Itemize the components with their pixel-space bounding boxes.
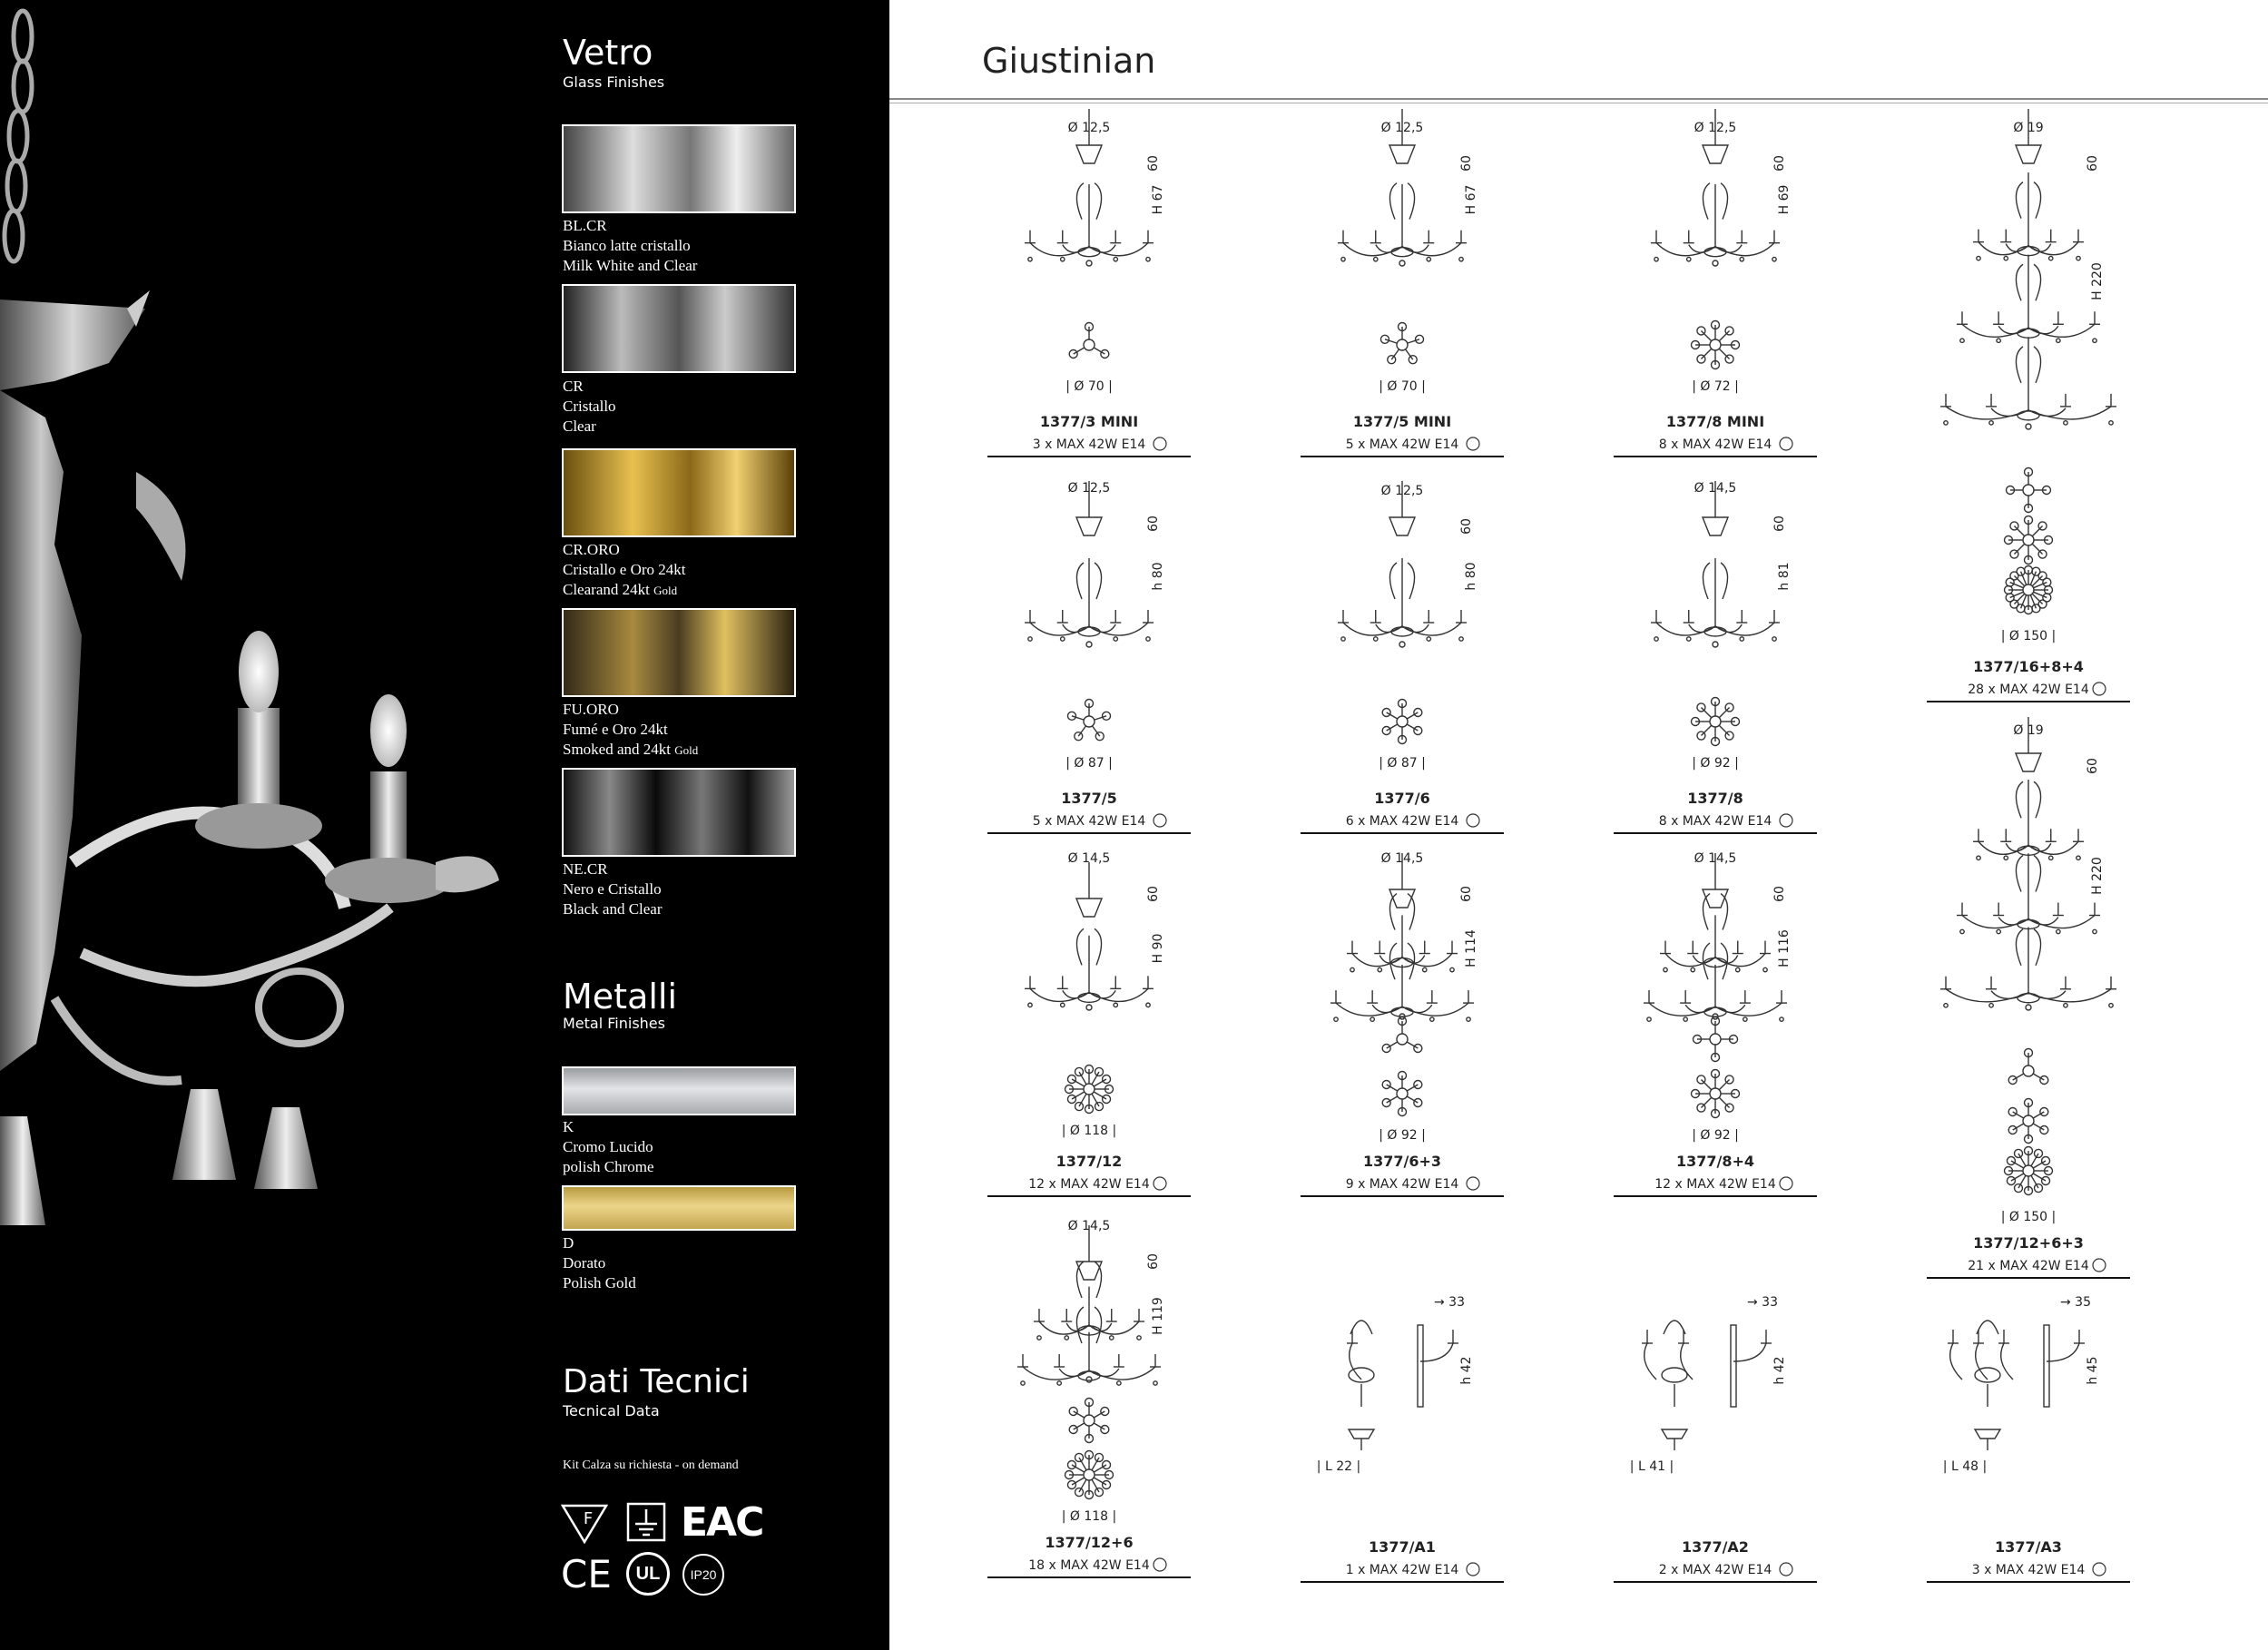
bulb-icon [1467, 1563, 1479, 1576]
chain-length-dimension: 60 [1146, 886, 1161, 902]
finish-code: D [563, 1234, 574, 1252]
width-dimension: | L 22 | [1316, 1459, 1361, 1474]
diameter-dimension: | Ø 70 | [1379, 379, 1426, 394]
product-spec: 2 x MAX 42W E14 [1658, 1563, 1772, 1577]
product-item [987, 109, 1191, 457]
product-item [1614, 1295, 1817, 1582]
finish-code: NE.CR [563, 860, 608, 878]
plan-view-icon [1069, 1399, 1109, 1443]
product-code: 1377/A1 [1369, 1538, 1436, 1556]
glass-finish-cr-oro [563, 540, 686, 601]
height-dimension: h 80 [1464, 562, 1478, 591]
chandelier-elevation-icon [1338, 481, 1467, 647]
finish-code: CR [563, 378, 584, 395]
canopy-diameter: Ø 12,5 [1067, 121, 1111, 135]
finishes-panel [0, 0, 889, 1650]
canopy-diameter: Ø 19 [2013, 121, 2044, 135]
product-code: 1377/5 [1061, 790, 1117, 807]
chain-length-dimension: 60 [1146, 1253, 1161, 1270]
plan-view-icon [1380, 323, 1423, 364]
finish-code: CR.ORO [563, 541, 620, 558]
chain-length-dimension: 60 [1146, 516, 1161, 532]
product-spec: 12 x MAX 42W E14 [1654, 1177, 1776, 1192]
plan-view-icon [2008, 1049, 2048, 1085]
f-mark-letter: F [583, 1509, 594, 1528]
canopy-diameter: Ø 14,5 [1694, 481, 1737, 496]
bulb-icon [1467, 814, 1479, 827]
tech-section-title: Dati Tecnici [563, 1363, 750, 1400]
canopy-diameter: Ø 14,5 [1694, 851, 1737, 866]
finish-en: polish Chrome [563, 1158, 654, 1175]
height-dimension: H 69 [1777, 184, 1792, 215]
product-spec: 21 x MAX 42W E14 [1968, 1259, 2089, 1273]
wall-lamp-elevation-icon [1948, 1321, 2085, 1450]
eac-mark-icon: EAC [681, 1499, 763, 1546]
chain-length-dimension: 60 [1459, 886, 1474, 902]
finish-en [563, 580, 686, 601]
height-dimension: H 90 [1151, 933, 1165, 964]
wall-lamp-elevation-icon [1642, 1321, 1772, 1450]
glass-swatch-bl-cr [562, 124, 796, 213]
diameter-dimension: | Ø 118 | [1061, 1509, 1117, 1524]
plan-view-icon [1692, 1070, 1740, 1118]
metal-swatch-chrome [562, 1066, 796, 1115]
product-item [987, 851, 1191, 1196]
finish-en: Milk White and Clear [563, 257, 698, 274]
finish-it: Fumé e Oro 24kt [563, 721, 668, 738]
product-item [1927, 109, 2130, 702]
plan-view-icon [2008, 1099, 2048, 1144]
diameter-dimension: | Ø 92 | [1692, 756, 1739, 771]
finish-it: Nero e Cristallo [563, 880, 662, 898]
bulb-icon [1467, 437, 1479, 450]
chain-length-dimension: 60 [1772, 516, 1787, 532]
product-spec: 12 x MAX 42W E14 [1028, 1177, 1150, 1192]
canopy-diameter: Ø 14,5 [1380, 851, 1424, 866]
product-item [987, 481, 1191, 833]
product-spec: 18 x MAX 42W E14 [1028, 1558, 1150, 1573]
height-dimension: H 67 [1151, 184, 1165, 215]
product-spec: 28 x MAX 42W E14 [1968, 683, 2089, 697]
height-dimension: h 81 [1777, 562, 1792, 591]
bulb-icon [1780, 1177, 1792, 1190]
product-code: 1377/8+4 [1675, 1153, 1755, 1170]
ip20-mark-icon: IP20 [682, 1554, 724, 1596]
height-dimension: H 220 [2090, 262, 2105, 300]
finish-code: BL.CR [563, 217, 607, 234]
chandelier-elevation-icon [1644, 853, 1787, 1021]
finish-it: Cristallo e Oro 24kt [563, 561, 686, 578]
height-dimension: H 116 [1777, 929, 1792, 967]
canopy-diameter: Ø 19 [2013, 723, 2044, 738]
bulb-icon [1467, 1177, 1479, 1190]
chandelier-photo [0, 0, 508, 1650]
product-item [1301, 481, 1504, 833]
canopy-diameter: Ø 14,5 [1067, 851, 1111, 866]
chandelier-elevation-icon [1025, 481, 1154, 647]
height-dimension: h 80 [1151, 562, 1165, 591]
chandelier-elevation-icon [1025, 109, 1154, 266]
chain-length-dimension: 60 [1459, 155, 1474, 172]
bulb-icon [2093, 683, 2106, 695]
f-mark-icon [561, 1502, 608, 1544]
glass-section-subtitle: Glass Finishes [563, 74, 665, 91]
diameter-dimension: | Ø 87 | [1065, 756, 1113, 771]
plan-view-icon [1382, 1072, 1422, 1116]
product-item [1614, 481, 1817, 833]
product-code: 1377/6 [1374, 790, 1430, 807]
product-code: 1377/5 MINI [1352, 413, 1452, 430]
depth-dimension: → 33 [1747, 1295, 1778, 1310]
diameter-dimension: | Ø 70 | [1065, 379, 1113, 394]
product-spec: 5 x MAX 42W E14 [1345, 437, 1459, 452]
chain-length-dimension: 60 [2086, 758, 2100, 774]
diameter-dimension: | Ø 92 | [1379, 1128, 1426, 1143]
height-dimension: h 45 [2086, 1356, 2100, 1385]
class-ii-ground-icon [626, 1502, 666, 1542]
tech-section-subtitle: Tecnical Data [563, 1402, 660, 1419]
ce-mark-icon: CE [561, 1552, 612, 1596]
chandelier-elevation-icon [1651, 109, 1780, 266]
plan-view-icon [1692, 321, 1740, 369]
product-spec: 1 x MAX 42W E14 [1345, 1563, 1459, 1577]
diameter-dimension: | Ø 118 | [1061, 1124, 1117, 1138]
canopy-diameter: Ø 14,5 [1067, 1219, 1111, 1233]
plan-view-icon [1067, 700, 1110, 741]
metal-finish-k [563, 1117, 654, 1177]
finish-code: K [563, 1118, 574, 1135]
chandelier-elevation-icon [1330, 853, 1474, 1021]
product-code: 1377/8 [1687, 790, 1743, 807]
diameter-dimension: | Ø 150 | [2000, 629, 2057, 643]
finish-it: Cristallo [563, 398, 616, 415]
product-spec: 5 x MAX 42W E14 [1032, 814, 1146, 829]
plan-view-icon [1692, 698, 1740, 746]
plan-view-icon [2005, 1147, 2053, 1195]
height-dimension: H 67 [1464, 184, 1478, 215]
height-dimension: h 42 [1459, 1356, 1474, 1385]
plan-view-icon [2005, 566, 2053, 614]
finish-en: Clear [563, 417, 596, 435]
plan-view-icon [2005, 516, 2053, 565]
chain-length-dimension: 60 [1772, 155, 1787, 172]
product-code: 1377/8 MINI [1665, 413, 1765, 430]
product-item [1301, 109, 1504, 457]
bulb-icon [1154, 1558, 1166, 1571]
plan-view-icon [1065, 1066, 1114, 1114]
canopy-diameter: Ø 12,5 [1694, 121, 1737, 135]
diameter-dimension: | Ø 87 | [1379, 756, 1426, 771]
plan-view-icon [2007, 468, 2051, 513]
finish-en-main: Clearand 24kt [563, 581, 650, 598]
chandelier-elevation-icon [1025, 862, 1154, 1010]
finish-en: Polish Gold [563, 1274, 636, 1292]
product-item [1301, 1295, 1504, 1582]
product-spec: 3 x MAX 42W E14 [1971, 1563, 2086, 1577]
product-spec: 8 x MAX 42W E14 [1658, 437, 1772, 452]
product-code: 1377/3 MINI [1039, 413, 1139, 430]
product-code: 1377/12+6 [1045, 1534, 1134, 1551]
canopy-diameter: Ø 12,5 [1067, 481, 1111, 496]
chain-length-dimension: 60 [1772, 886, 1787, 902]
finish-en [563, 740, 698, 761]
product-code: 1377/6+3 [1362, 1153, 1442, 1170]
glass-swatch-cr-oro [562, 448, 796, 537]
wall-lamp-elevation-icon [1347, 1321, 1458, 1450]
bulb-icon [1780, 437, 1792, 450]
chain-length-dimension: 60 [1146, 155, 1161, 172]
product-item [1927, 717, 2130, 1278]
product-code: 1377/12+6+3 [1973, 1234, 2084, 1252]
product-spec: 6 x MAX 42W E14 [1345, 814, 1459, 829]
glass-swatch-fu-oro [562, 608, 796, 697]
width-dimension: | L 48 | [1942, 1459, 1988, 1474]
glass-swatch-cr [562, 284, 796, 373]
finish-it: Bianco latte cristallo [563, 237, 691, 254]
product-spec: 3 x MAX 42W E14 [1032, 437, 1146, 452]
bulb-icon [1154, 437, 1166, 450]
glass-finish-cr [563, 377, 616, 437]
height-dimension: h 42 [1772, 1356, 1787, 1385]
height-dimension: H 119 [1151, 1297, 1165, 1335]
finish-en-main: Smoked and 24kt [563, 741, 671, 758]
product-drawings [889, 0, 2268, 1650]
finish-en-small: Gold [674, 743, 699, 757]
ul-mark-icon: UL [626, 1552, 670, 1596]
bulb-icon [1780, 1563, 1792, 1576]
product-code: 1377/A3 [1995, 1538, 2062, 1556]
plan-view-icon [1382, 1017, 1422, 1053]
metal-swatch-gold [562, 1185, 796, 1231]
bulb-icon [2093, 1563, 2106, 1576]
bulb-icon [1780, 814, 1792, 827]
bulb-icon [2093, 1259, 2106, 1272]
glass-finish-bl-cr [563, 216, 697, 276]
product-item [1614, 851, 1817, 1196]
plan-view-icon [1065, 1451, 1114, 1499]
product-code: 1377/12 [1055, 1153, 1123, 1170]
glass-finish-fu-oro [563, 700, 698, 761]
finish-it: Cromo Lucido [563, 1138, 653, 1155]
glass-finish-ne-cr [563, 859, 663, 919]
kit-note: Kit Calza su richiesta - on demand [563, 1458, 739, 1472]
product-item [1301, 851, 1504, 1196]
chain-length-dimension: 60 [1459, 518, 1474, 535]
bulb-icon [1154, 814, 1166, 827]
depth-dimension: → 35 [2060, 1295, 2091, 1310]
finish-en: Black and Clear [563, 900, 663, 918]
metal-section-subtitle: Metal Finishes [563, 1015, 665, 1032]
canopy-diameter: Ø 12,5 [1380, 484, 1424, 498]
depth-dimension: → 33 [1434, 1295, 1465, 1310]
product-code: 1377/16+8+4 [1973, 658, 2084, 675]
product-item [987, 1219, 1191, 1577]
product-code: 1377/A2 [1682, 1538, 1749, 1556]
glass-section-title: Vetro [563, 33, 653, 73]
product-item [1927, 1295, 2130, 1582]
product-spec: 9 x MAX 42W E14 [1345, 1177, 1459, 1192]
product-spec: 8 x MAX 42W E14 [1658, 814, 1772, 829]
canopy-diameter: Ø 12,5 [1380, 121, 1424, 135]
diameter-dimension: | Ø 72 | [1692, 379, 1739, 394]
finish-en-small: Gold [653, 584, 678, 597]
chandelier-elevation-icon [1017, 1225, 1161, 1385]
finish-code: FU.ORO [563, 701, 619, 718]
diameter-dimension: | Ø 150 | [2000, 1210, 2057, 1224]
plan-view-icon [1694, 1017, 1738, 1062]
collection-title: Giustinian [982, 41, 1156, 81]
width-dimension: | L 41 | [1629, 1459, 1674, 1474]
height-dimension: H 220 [2090, 857, 2105, 895]
chandelier-elevation-icon [1338, 109, 1467, 266]
chain-length-dimension: 60 [2086, 155, 2100, 172]
diameter-dimension: | Ø 92 | [1692, 1128, 1739, 1143]
metal-finish-d [563, 1233, 636, 1293]
product-item [1614, 109, 1817, 457]
finish-it: Dorato [563, 1254, 606, 1272]
bulb-icon [1154, 1177, 1166, 1190]
metal-section-title: Metalli [563, 977, 678, 1017]
height-dimension: H 114 [1464, 929, 1478, 967]
chandelier-elevation-icon [1651, 481, 1780, 647]
glass-swatch-ne-cr [562, 768, 796, 857]
plan-view-icon [1382, 700, 1422, 744]
plan-view-icon [1069, 323, 1109, 358]
